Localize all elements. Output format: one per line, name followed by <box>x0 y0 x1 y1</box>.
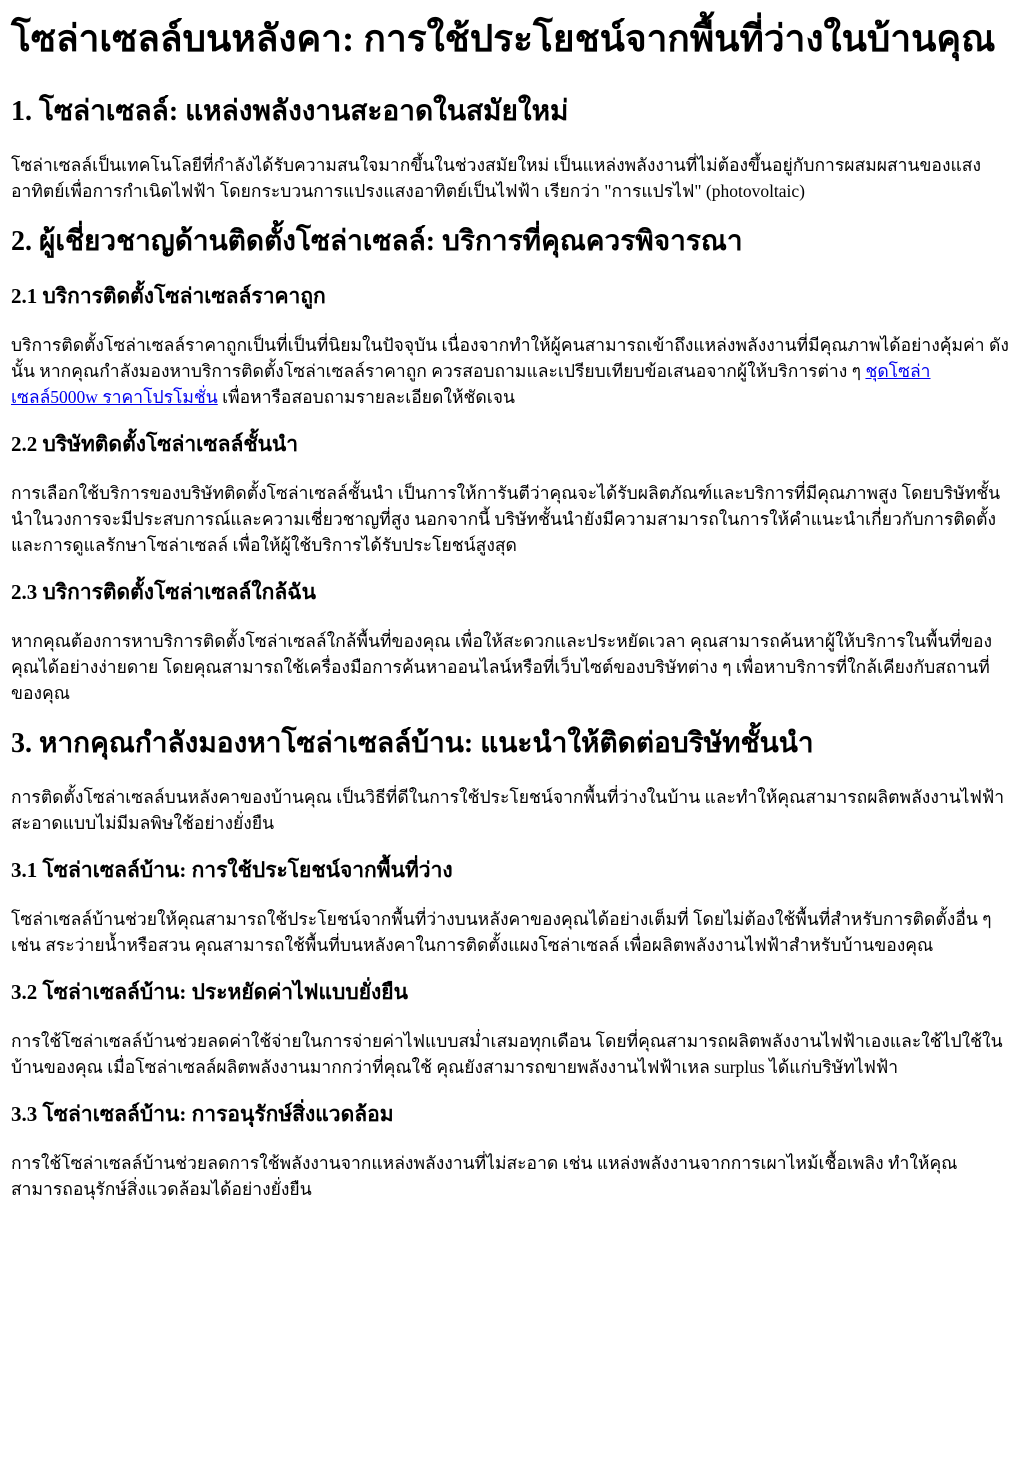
section-3-2-paragraph: การใช้โซล่าเซลล์บ้านช่วยลดค่าใช้จ่ายในการจ่ายค่าไฟแบบสม่ำเสมอทุกเดือน โดยที่คุณสามารถผลิตพลังงานไฟฟ้าเองและใช้ไปใช้ในบ้านของคุณ เมื่อโซล่าเซลล์ผลิตพลังงานมากกว่าที่คุณใช้ คุณยังสามารถขายพลังงานไฟฟ้าเหล surplus ได้แก่บริษัทไฟฟ้า <box>11 1031 1003 1077</box>
section-3-1-heading: 3.1 โซล่าเซลล์บ้าน: การใช้ประโยชน์จากพื้นที่ว่าง <box>11 858 453 882</box>
section-3-1-paragraph: โซล่าเซลล์บ้านช่วยให้คุณสามารถใช้ประโยชน์จากพื้นที่ว่างบนหลังคาของคุณได้อย่างเต็มที่ โดยไม่ต้องใช้พื้นที่สำหรับการติดตั้งอื่น ๆ เช่น สระว่ายน้ำหรือสวน คุณสามารถใช้พื้นที่บนหลังคาในการติดตั้งแผงโซล่าเซลล์ เพื่อผลิตพลังงานไฟฟ้าสำหรับบ้านของคุณ <box>11 909 992 955</box>
section-2-1-text-after-link: เพื่อหารือสอบถามรายละเอียดให้ชัดเจน <box>217 387 515 407</box>
section-3-paragraph: การติดตั้งโซล่าเซลล์บนหลังคาของบ้านคุณ เป็นวิธีที่ดีในการใช้ประโยชน์จากพื้นที่ว่างในบ้าน และทำให้คุณสามารถผลิตพลังงานไฟฟ้าสะอาดแบบไม่มีมลพิษใช้อย่างยั่งยืน <box>11 787 1005 833</box>
section-1-paragraph: โซล่าเซลล์เป็นเทคโนโลยีที่กำลังได้รับความสนใจมากขึ้นในช่วงสมัยใหม่ เป็นแหล่งพลังงานที่ไม่ต้องขึ้นอยู่กับการผสมผสานของแสงอาทิตย์เพื่อการกำเนิดไฟฟ้า โดยกระบวนการแปรงแสงอาทิตย์เป็นไฟฟ้า เรียกว่า "การแปรไฟ" (photovoltaic) <box>11 155 981 201</box>
section-3-3-paragraph: การใช้โซล่าเซลล์บ้านช่วยลดการใช้พลังงานจากแหล่งพลังงานที่ไม่สะอาด เช่น แหล่งพลังงานจากการเผาไหม้เชื้อเพลิง ทำให้คุณสามารถอนุรักษ์สิ่งแวดล้อมได้อย่างยั่งยืน <box>11 1153 958 1199</box>
section-3-3-heading: 3.3 โซล่าเซลล์บ้าน: การอนุรักษ์สิ่งแวดล้อม <box>11 1102 394 1126</box>
solar-kit-promo-link[interactable]: ชุดโซล่าเซลล์5000w ราคาโปรโมชั่น <box>11 361 931 407</box>
section-2-2-paragraph: การเลือกใช้บริการของบริษัทติดตั้งโซล่าเซลล์ชั้นนำ เป็นการให้การันตีว่าคุณจะได้รับผลิตภัณฑ์และบริการที่มีคุณภาพสูง โดยบริษัทชั้นนำในวงการจะมีประสบการณ์และความเชี่ยวชาญที่สูง นอกจากนี้ บริษัทชั้นนำยังมีความสามารถในการให้คำแนะนำเกี่ยวกับการติดตั้งและการดูแลรักษาโซล่าเซลล์ เพื่อให้ผู้ใช้บริการได้รับประโยชน์สูงสุด <box>11 483 1001 555</box>
section-1-heading: 1. โซล่าเซลล์: แหล่งพลังงานสะอาดในสมัยใหม่ <box>11 96 569 127</box>
section-2-3-heading: 2.3 บริการติดตั้งโซล่าเซลล์ใกล้ฉัน <box>11 580 316 604</box>
section-2-3-paragraph: หากคุณต้องการหาบริการติดตั้งโซล่าเซลล์ใกล้พื้นที่ของคุณ เพื่อให้สะดวกและประหยัดเวลา คุณสามารถค้นหาผู้ให้บริการในพื้นที่ของคุณได้อย่างง่ายดาย โดยคุณสามารถใช้เครื่องมือการค้นหาออนไลน์หรือที่เว็บไซต์ของบริษัทต่าง ๆ เพื่อหาบริการที่ใกล้เคียงกับสถานที่ของคุณ <box>11 631 993 703</box>
section-3-heading: 3. หากคุณกำลังมองหาโซล่าเซลล์บ้าน: แนะนำให้ติดต่อบริษัทชั้นนำ <box>11 728 814 759</box>
section-2-1-paragraph <box>11 332 1012 410</box>
page-title: โซล่าเซลล์บนหลังคา: การใช้ประโยชน์จากพื้นที่ว่างในบ้านคุณ <box>11 19 996 60</box>
section-2-1-heading: 2.1 บริการติดตั้งโซล่าเซลล์ราคาถูก <box>11 284 326 308</box>
article <box>0 16 1024 1202</box>
section-2-2-heading: 2.2 บริษัทติดตั้งโซล่าเซลล์ชั้นนำ <box>11 432 299 456</box>
section-2-heading: 2. ผู้เชี่ยวชาญด้านติดตั้งโซล่าเซลล์: บริการที่คุณควรพิจารณา <box>11 226 743 257</box>
section-2-1-text-before-link: บริการติดตั้งโซล่าเซลล์ราคาถูกเป็นที่เป็นที่นิยมในปัจจุบัน เนื่องจากทำให้ผู้คนสามารถเข้าถึงแหล่งพลังงานที่มีคุณภาพได้อย่างคุ้มค่า ดังนั้น หากคุณกำลังมองหาบริการติดตั้งโซล่าเซลล์ราคาถูก ควรสอบถามและเปรียบเทียบข้อเสนอจากผู้ให้บริการต่าง ๆ <box>11 335 1009 381</box>
section-3-2-heading: 3.2 โซล่าเซลล์บ้าน: ประหยัดค่าไฟแบบยั่งยืน <box>11 980 408 1004</box>
